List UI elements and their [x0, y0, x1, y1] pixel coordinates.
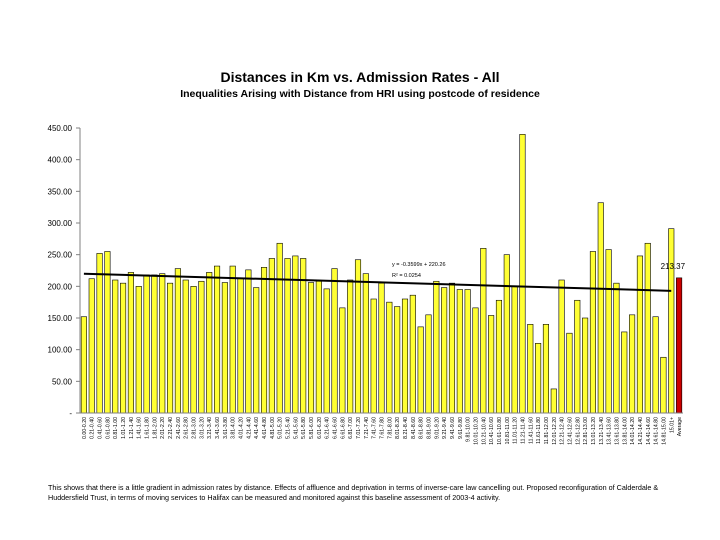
x-tick-label: 5.01-5.20 [277, 417, 284, 439]
x-tick-label: 7.61-7.80 [379, 417, 386, 439]
x-tick-label: 14.61-14.80 [653, 417, 660, 445]
x-tick-label: 12.81-13.00 [583, 417, 590, 445]
bar [230, 266, 235, 413]
x-tick-label: Average [677, 417, 684, 437]
x-tick-label: 13.21-13.40 [598, 417, 605, 445]
bar [246, 270, 251, 413]
bar [340, 308, 345, 413]
bar [551, 389, 556, 413]
x-tick-label: 2.61-2.80 [183, 417, 190, 439]
bar [629, 315, 634, 413]
bar [582, 318, 587, 413]
y-tick-label: 300.00 [47, 219, 72, 228]
y-tick-label: 50.00 [51, 377, 72, 387]
x-tick-label: 13.41-13.60 [606, 417, 613, 445]
bar [441, 288, 446, 413]
bar [128, 272, 133, 413]
x-tick-label: 13.81-14.00 [622, 417, 629, 445]
x-tick-label: 14.81-15.00 [661, 417, 668, 445]
average-bar [676, 278, 681, 413]
bar [434, 281, 439, 413]
x-tick-label: 8.01-8.20 [395, 417, 402, 439]
x-tick-label: 12.41-12.60 [567, 417, 574, 445]
x-tick-label: 3.21-3.40 [207, 417, 214, 439]
x-tick-label: 14.41-14.60 [645, 417, 652, 445]
x-tick-label: 6.81-7.00 [348, 417, 355, 439]
bar [112, 280, 117, 413]
bar [316, 281, 321, 413]
x-tick-label: 8.21-8.40 [402, 417, 409, 439]
x-tick-label: 9.21-9.40 [442, 417, 449, 439]
x-tick-label: 1.61-1.80 [144, 417, 151, 439]
bar [504, 255, 509, 413]
x-tick-label: 10.61-10.80 [496, 417, 503, 445]
bar [418, 327, 423, 413]
x-tick-label: 11.41-11.60 [528, 417, 535, 444]
bar [206, 272, 211, 413]
bar [159, 274, 164, 413]
chart-title: Distances in Km vs. Admission Rates - All [220, 69, 500, 85]
x-tick-label: 11.01-11.20 [512, 417, 519, 444]
bar [152, 275, 157, 413]
x-tick-label: 6.01-6.20 [316, 417, 323, 439]
x-tick-label: 13.01-13.20 [590, 417, 597, 445]
bar [645, 243, 650, 413]
x-tick-label: 14.21-14.40 [637, 417, 644, 445]
bar [167, 283, 172, 413]
bar [105, 252, 110, 414]
bar [637, 256, 642, 413]
bar [363, 274, 368, 413]
x-tick-label: 11.61-11.80 [536, 417, 543, 444]
bar [661, 357, 666, 413]
bar [183, 280, 188, 413]
x-tick-label: 4.81-5.00 [269, 417, 276, 439]
x-tick-label: 5.41-5.60 [293, 417, 300, 439]
y-tick-label: 150.00 [47, 314, 72, 323]
x-tick-label: 2.41-2.60 [175, 417, 182, 439]
bar [253, 288, 258, 413]
bar [379, 283, 384, 413]
x-tick-label: 4.21-4.40 [246, 417, 253, 439]
x-tick-label: 14.01-14.20 [630, 417, 637, 445]
x-tick-label: 10.21-10.40 [481, 416, 488, 445]
y-tick-label: 400.00 [47, 155, 72, 165]
x-tick-label: 0.81-1.00 [113, 417, 120, 439]
bar [285, 258, 290, 413]
x-tick-label: 7.81-8.00 [387, 417, 394, 439]
x-tick-label: 3.61-3.80 [222, 417, 229, 439]
x-tick-label: 6.41-6.60 [332, 417, 339, 439]
bar [347, 280, 352, 413]
bar [575, 300, 580, 413]
x-tick-label: 0.00-0.20 [81, 417, 88, 439]
footnote: This shows that there is a little gradient in admission rates by distance. Effects of affluence and deprivation in terms of inverse-care law cancelling out. Proposed reconfiguration of Calderdale & Huddersfield Trust, in terms of moving services to Halifax can be measured and monitored against this baseline assessment of 2003-4 activity. [48, 483, 659, 502]
x-tick-label: 4.61-4.80 [262, 417, 269, 439]
x-tick-label: 1.21-1.40 [128, 417, 135, 439]
x-tick-label: 9.61-9.80 [457, 417, 464, 439]
bar [535, 343, 540, 413]
x-tick-label: 9.01-9.20 [434, 417, 441, 439]
bar [371, 299, 376, 413]
x-tick-label: 5.21-5.40 [285, 417, 292, 439]
y-tick-label: 450.00 [47, 124, 72, 133]
bar [394, 307, 399, 413]
x-tick-label: 0.21-0.40 [89, 417, 96, 439]
y-tick-label: 100.00 [47, 345, 72, 355]
x-tick-label: 7.41-7.60 [371, 417, 378, 439]
x-tick-label: 7.01-7.20 [356, 417, 363, 439]
bar [606, 250, 611, 413]
y-tick-label: - [69, 409, 72, 418]
x-tick-label: 2.21-2.40 [168, 417, 175, 439]
x-tick-label: 10.01-10.20 [473, 417, 480, 445]
bar [410, 295, 415, 413]
x-tick-label: 13.61-13.80 [614, 417, 621, 445]
x-tick-label: 12.01-12.20 [551, 417, 558, 445]
x-tick-label: 8.81-9.00 [426, 417, 433, 439]
x-tick-label: 12.21-12.40 [559, 417, 566, 445]
y-tick-label: 200.00 [47, 282, 72, 292]
bar [214, 266, 219, 413]
bar [465, 290, 470, 414]
y-tick-label: 350.00 [47, 187, 72, 197]
x-tick-label: 6.21-6.40 [324, 417, 331, 439]
bar [449, 283, 454, 413]
x-tick-label: 10.41-10.60 [489, 417, 496, 445]
bar [402, 299, 407, 413]
bar [426, 315, 431, 413]
y-tick-label: 250.00 [47, 250, 72, 260]
bar [144, 275, 149, 413]
bar [89, 279, 94, 413]
x-tick-label: 0.41-0.60 [97, 417, 104, 439]
x-tick-label: 11.21-11.40 [520, 417, 527, 444]
bar [277, 243, 282, 413]
bar [324, 289, 329, 413]
bar [238, 278, 243, 413]
bar [222, 283, 227, 413]
x-tick-label: 4.41-4.60 [254, 417, 261, 439]
bar [559, 280, 564, 413]
x-tick-label: 3.81-4.00 [230, 417, 237, 439]
bar [457, 290, 462, 414]
bar [590, 252, 595, 414]
bar [120, 283, 125, 413]
x-tick-label: 7.21-7.40 [363, 417, 370, 439]
bar [520, 134, 525, 413]
bar [332, 269, 337, 413]
x-tick-label: 5.81-6.00 [309, 417, 316, 439]
x-tick-label: 1.81-2.00 [152, 417, 159, 439]
x-tick-label: 1.01-1.20 [121, 417, 128, 439]
x-tick-label: 1.41-1.60 [136, 417, 143, 439]
bar [496, 300, 501, 413]
x-tick-label: 6.61-6.80 [340, 417, 347, 439]
chart-subtitle: Inequalities Arising with Distance from HRI using postcode of residence [180, 88, 540, 100]
bar [97, 253, 102, 413]
bar [308, 283, 313, 413]
x-tick-label: 8.41-8.60 [410, 417, 417, 439]
x-tick-label: 3.41-3.60 [215, 417, 222, 439]
trendline-equation: y = -0.3599x + 220.26 [392, 262, 446, 268]
bar [567, 333, 572, 413]
bar [622, 332, 627, 413]
x-tick-label: 9.41-9.60 [449, 417, 456, 439]
bar [136, 286, 141, 413]
x-tick-label: 15.01+ [669, 417, 676, 434]
x-tick-label: 11.81-12.00 [543, 417, 550, 445]
bar [387, 302, 392, 413]
average-data-label: 213.37 [660, 261, 686, 271]
bar [300, 258, 305, 413]
bar [175, 269, 180, 413]
x-tick-label: 8.61-8.80 [418, 417, 425, 439]
bar [512, 286, 517, 413]
bar [488, 315, 493, 413]
x-tick-label: 12.61-12.80 [575, 417, 582, 445]
x-tick-label: 10.81-11.00 [504, 417, 511, 445]
bar [653, 317, 658, 413]
x-tick-label: 2.01-2.20 [160, 417, 167, 439]
bar [199, 281, 204, 413]
bar [598, 203, 603, 413]
x-tick-label: 0.61-0.80 [105, 417, 112, 439]
bar [614, 283, 619, 413]
x-tick-label: 9.81-10.00 [465, 417, 472, 442]
trendline-r-squared: R² = 0.0254 [392, 273, 421, 279]
bar [473, 308, 478, 413]
bar [543, 324, 548, 413]
bar [528, 324, 533, 413]
x-tick-label: 4.01-4.20 [238, 417, 245, 439]
bar [669, 229, 674, 413]
x-tick-label: 5.61-5.80 [301, 417, 308, 439]
bar [81, 317, 86, 413]
bar [191, 286, 196, 413]
x-tick-label: 3.01-3.20 [199, 417, 206, 439]
bar [269, 258, 274, 413]
x-tick-label: 2.81-3.00 [191, 417, 198, 439]
bar [481, 248, 486, 413]
bar [261, 267, 266, 413]
